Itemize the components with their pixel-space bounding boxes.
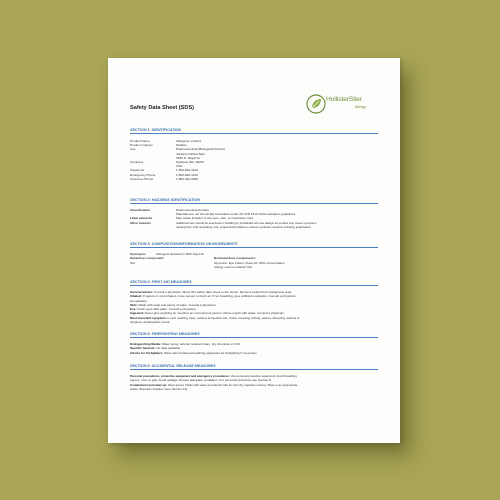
first-aid-text	[130, 290, 380, 324]
list-item: Extinguishing Media: Water spray, alcohol resistant foam, dry chemical or CO2	[130, 342, 241, 346]
leaf-logo-icon	[306, 94, 326, 114]
firefighting-text	[130, 342, 380, 355]
section-heading-first-aid: SECTION 4: FIRST AID MEASURES	[130, 280, 378, 286]
row-key: Use	[130, 147, 136, 152]
list-item: waste disposal container (see Section 13).	[130, 386, 189, 391]
row-key: Company	[130, 160, 144, 164]
row-value: 3525 N. Regal St.	[176, 155, 201, 160]
list-item: Most important symptoms: Local: swelling, heat, redness at injection site; Urtica: sneezing, itching, edema, wheezing, asthma or	[130, 315, 300, 320]
row-value: Jubilant HollisterStier	[176, 151, 206, 156]
list-item: Skin: Wash with soap and plenty of water. Consult a physician.	[130, 302, 217, 307]
list-item: Specific hazards: No data available	[130, 346, 181, 351]
row-value: 1-800-992-1120	[176, 168, 198, 173]
row-value: Pharmaceutical (Biological) Product	[176, 147, 226, 152]
document-title: Safety Data Sheet (SDS)	[130, 105, 195, 111]
row-value: ranging from mild respiratory, oral, conjunctival irritation to serious systemic reactions including anaphylaxis	[176, 224, 311, 229]
row-value: Glycerine: Eye irritant, Class 2b, 50% concentration	[214, 260, 285, 265]
row-key: Nonhazardous components:	[214, 256, 256, 261]
row-key: Chemtrec Phone	[130, 176, 154, 181]
row-key: Other hazards	[130, 220, 151, 225]
row-key: Product Code(s)	[130, 143, 153, 148]
row-value: USA	[176, 164, 183, 169]
row-value: Multiple	[176, 143, 187, 148]
logo-subtitle: Allergy	[355, 105, 366, 109]
list-item: Ingested: Never give anything by mouth to an unconscious person. Rinse mouth with water. Consult a physician.	[130, 311, 285, 316]
row-key: Emergency Phone	[130, 172, 156, 177]
row-value: N/A	[130, 260, 136, 265]
row-key: Synonyms	[130, 252, 146, 256]
list-item: Containment and clean up: Wear gloves. Dilute with water and absorb with an inert dry material or decoy. Place in an appropriate	[130, 382, 298, 387]
list-item: General advice: Consult a physician. Show this safety data sheet to the doctor. Remove patient from dangerous area.	[130, 290, 293, 294]
row-value: Allergenic Extracts in 50% Glycerin	[156, 252, 205, 256]
logo-wordmark: HollisterStier	[326, 96, 362, 103]
row-value: Spokane WA, 99207	[176, 160, 205, 164]
row-value: Allergy source material: N/A	[214, 264, 253, 269]
list-item: Advice for firefighters: Wear self-contained breathing apparatus for firefighting if necessary	[130, 350, 257, 355]
section-heading-accidental-release: SECTION 6: ACCIDENTAL RELEASE MEASURES	[130, 364, 378, 370]
list-item: immediately.	[130, 298, 148, 303]
row-key: Label elements	[130, 216, 153, 221]
row-key: Classification	[130, 208, 151, 212]
list-item: vapors, mist, or gas. Avoid spillage. Ensure adequate ventilation. For personal protection see Section 8.	[130, 378, 272, 383]
section-heading-hazards: SECTION 2: HAZARDS IDENTIFICATION	[130, 198, 378, 204]
row-key: Telephone	[130, 168, 145, 173]
row-value: 1-800-992-1120	[176, 172, 198, 177]
section-heading-composition: SECTION 3: COMPOSITION/INFORMATION ON INGREDIENTS	[130, 242, 378, 248]
row-value: Pharmaceutical Product	[176, 208, 209, 212]
row-value: May cause irritation of the eyes, skin, or respiratory tract.	[176, 216, 254, 221]
company-logo	[306, 94, 380, 116]
row-value: Allergenic extracts	[176, 139, 202, 143]
safety-data-sheet-page	[108, 58, 400, 443]
row-value: 1-800-424-9300	[176, 176, 199, 181]
row-key: Hazardous component:	[130, 256, 165, 261]
list-item: Personal precautions, protective equipment and emergency procedures: Use personal protective equipment. Avoid breathing	[130, 374, 297, 378]
section-heading-identification: SECTION 1: IDENTIFICATION	[130, 128, 378, 134]
row-value: Additional care should be exercised in handling by individuals who are allergic as product may cause symptoms	[176, 220, 317, 225]
accidental-release-text	[130, 374, 380, 391]
row-value: Materials are not chemically hazardous under 29 CFR 1910.1200 evaluation guidelines.	[176, 212, 297, 217]
row-key: Product Name	[130, 139, 150, 143]
list-item: Eye: Flush eyes with water. Consult a physician.	[130, 307, 197, 312]
list-item: dyspnea, anaphylactic shock	[130, 320, 170, 325]
section-heading-firefighting: SECTION 5: FIREFIGHTING MEASURES	[130, 332, 378, 338]
list-item: Inhaled: If vapors or mist inhaled, move person to fresh air. If not breathing, give artificial respiration. Consult a physician	[130, 294, 296, 299]
